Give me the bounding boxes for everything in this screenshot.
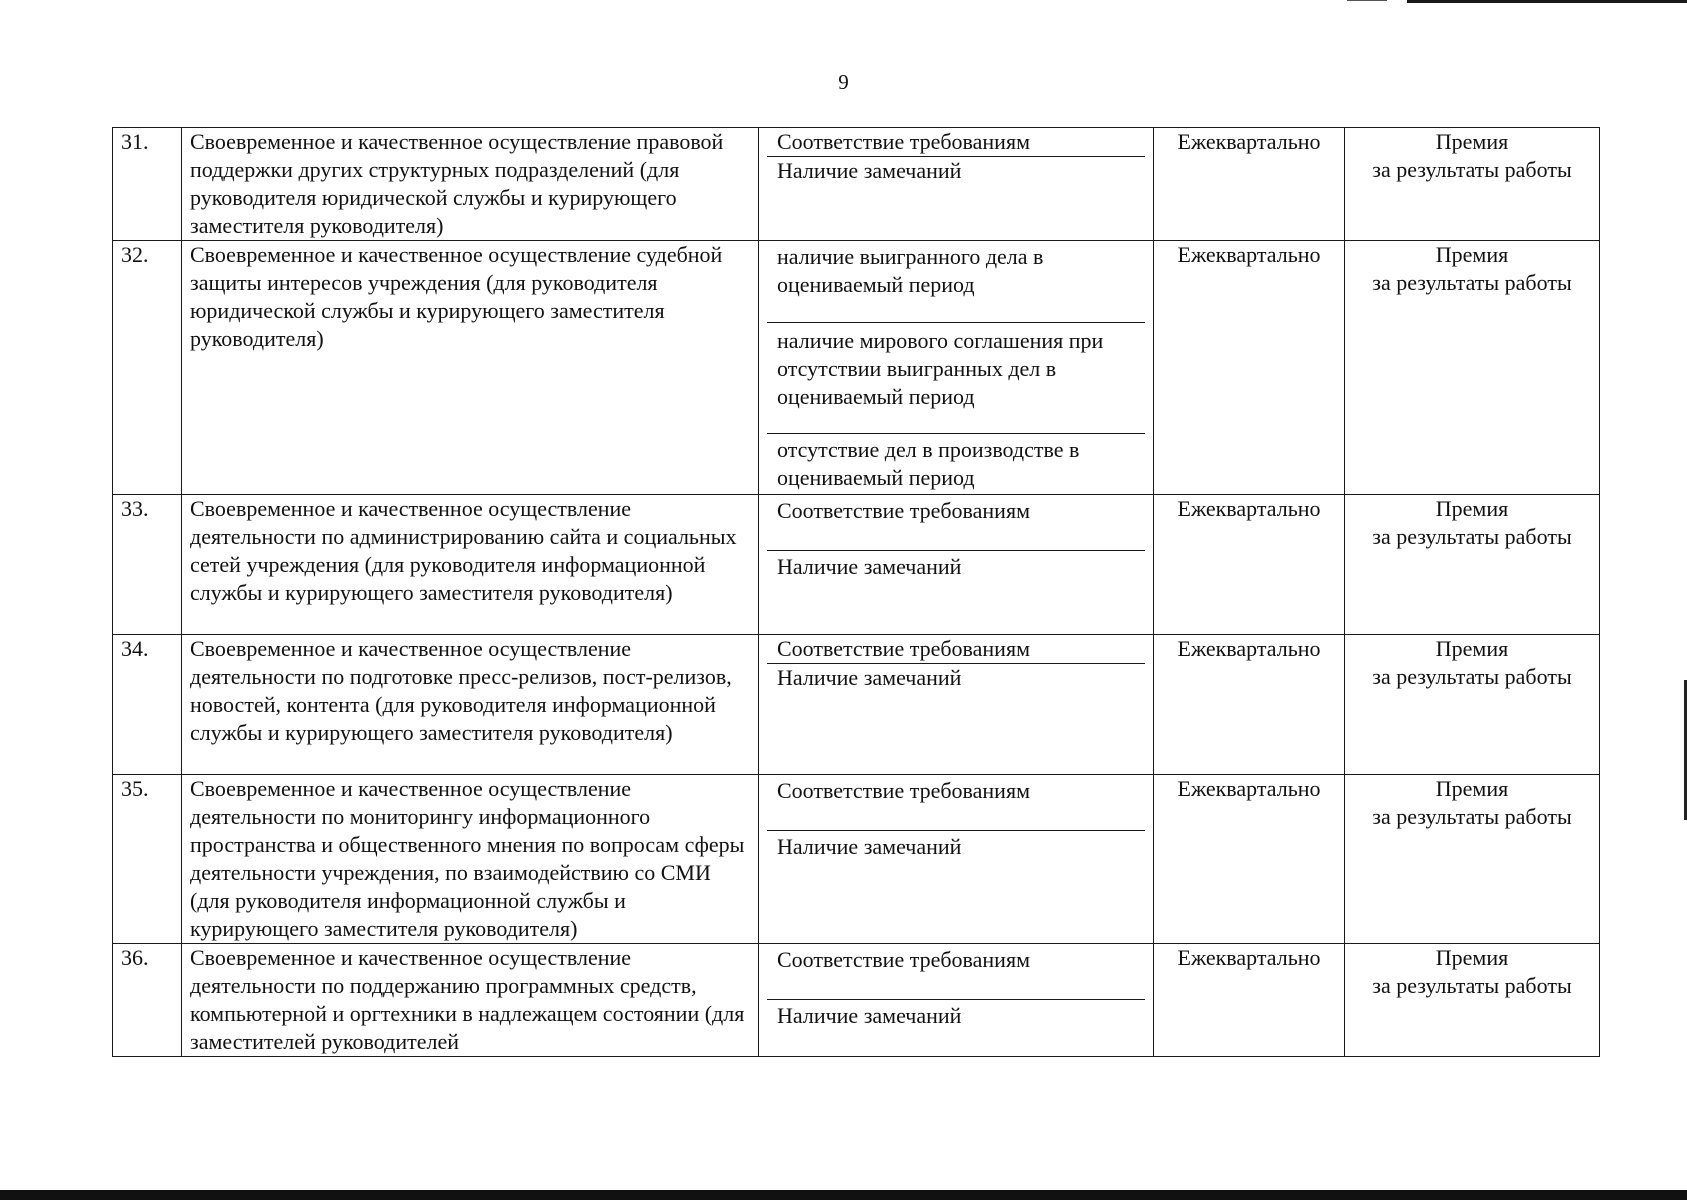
scan-edge-line-bottom — [0, 1190, 1687, 1200]
payment-type: Премия — [1435, 636, 1509, 661]
criterion-text: Своевременное и качественное осуществление судебной защиты интересов учреждения (для руководителя юридической службы и курирующего заместителя руководителя) — [182, 241, 759, 495]
period-cell: Ежеквартально — [1154, 635, 1345, 775]
payment-type: Премия — [1435, 776, 1509, 801]
payment-cell — [1345, 241, 1600, 495]
period-cell: Ежеквартально — [1154, 944, 1345, 1057]
payment-type: Премия — [1435, 242, 1509, 267]
row-number: 33. — [113, 495, 182, 635]
indicator-item: Соответствие требованиям — [767, 128, 1145, 157]
table-row — [113, 775, 1600, 944]
payment-type: Премия — [1435, 129, 1509, 154]
payment-type: Премия — [1435, 945, 1509, 970]
period-cell: Ежеквартально — [1154, 241, 1345, 495]
indicator-cell — [759, 495, 1154, 635]
criteria-table — [112, 127, 1600, 1057]
indicator-cell — [759, 775, 1154, 944]
criterion-text: Своевременное и качественное осуществление деятельности по подготовке пресс-релизов, пост-релизов, новостей, контента (для руководителя информационной службы и курирующего заместителя руководителя) — [182, 635, 759, 775]
indicator-cell — [759, 635, 1154, 775]
indicator-item: наличие выигранного дела в оцениваемый период — [767, 241, 1145, 323]
payment-cell — [1345, 128, 1600, 241]
period-cell: Ежеквартально — [1154, 495, 1345, 635]
criterion-text: Своевременное и качественное осуществление деятельности по мониторингу информационного пространства и общественного мнения по вопросам сферы деятельности учреждения, по взаимодействию со СМИ (для руководителя информационной службы и курирующего заместителя руководителя) — [182, 775, 759, 944]
row-number: 36. — [113, 944, 182, 1057]
criterion-text: Своевременное и качественное осуществление деятельности по поддержанию программных средств, компьютерной и оргтехники в надлежащем состоянии (для заместителей руководителей — [182, 944, 759, 1057]
indicator-item: Соответствие требованиям — [767, 775, 1145, 831]
criterion-text: Своевременное и качественное осуществление правовой поддержки других структурных подразделений (для руководителя юридической службы и курирующего заместителя руководителя) — [182, 128, 759, 241]
table-row — [113, 495, 1600, 635]
table-row — [113, 241, 1600, 495]
indicator-item: Соответствие требованиям — [767, 495, 1145, 551]
indicator-item: Наличие замечаний — [777, 554, 962, 579]
indicator-item: Наличие замечаний — [777, 834, 962, 859]
indicator-item: Наличие замечаний — [777, 1003, 962, 1028]
payment-basis: за результаты работы — [1372, 524, 1572, 549]
payment-basis: за результаты работы — [1372, 157, 1572, 182]
payment-type: Премия — [1435, 496, 1509, 521]
payment-basis: за результаты работы — [1372, 973, 1572, 998]
payment-cell — [1345, 775, 1600, 944]
payment-cell — [1345, 495, 1600, 635]
indicator-cell — [759, 944, 1154, 1057]
row-number: 32. — [113, 241, 182, 495]
payment-basis: за результаты работы — [1372, 270, 1572, 295]
period-cell: Ежеквартально — [1154, 128, 1345, 241]
page-number: 9 — [838, 70, 849, 94]
payment-basis: за результаты работы — [1372, 804, 1572, 829]
scan-edge-line-top — [1407, 0, 1687, 3]
indicator-item: Соответствие требованиям — [767, 635, 1145, 664]
payment-basis: за результаты работы — [1372, 664, 1572, 689]
indicator-cell — [759, 241, 1154, 495]
criterion-text: Своевременное и качественное осуществление деятельности по администрированию сайта и социальных сетей учреждения (для руководителя информационной службы и курирующего заместителя руководителя) — [182, 495, 759, 635]
row-number: 35. — [113, 775, 182, 944]
period-cell: Ежеквартально — [1154, 775, 1345, 944]
indicator-item: отсутствие дел в производстве в оцениваемый период — [777, 437, 1080, 490]
payment-cell — [1345, 635, 1600, 775]
indicator-item: Наличие замечаний — [777, 665, 962, 690]
row-number: 31. — [113, 128, 182, 241]
scan-edge-mark-top — [1347, 0, 1387, 1]
indicator-cell — [759, 128, 1154, 241]
payment-cell — [1345, 944, 1600, 1057]
indicator-item: Соответствие требованиям — [767, 944, 1145, 1000]
indicator-item: наличие мирового соглашения при отсутствии выигранных дел в оцениваемый период — [767, 323, 1145, 434]
row-number: 34. — [113, 635, 182, 775]
table-row — [113, 128, 1600, 241]
indicator-item: Наличие замечаний — [777, 158, 962, 183]
table-row — [113, 635, 1600, 775]
table-row — [113, 944, 1600, 1057]
